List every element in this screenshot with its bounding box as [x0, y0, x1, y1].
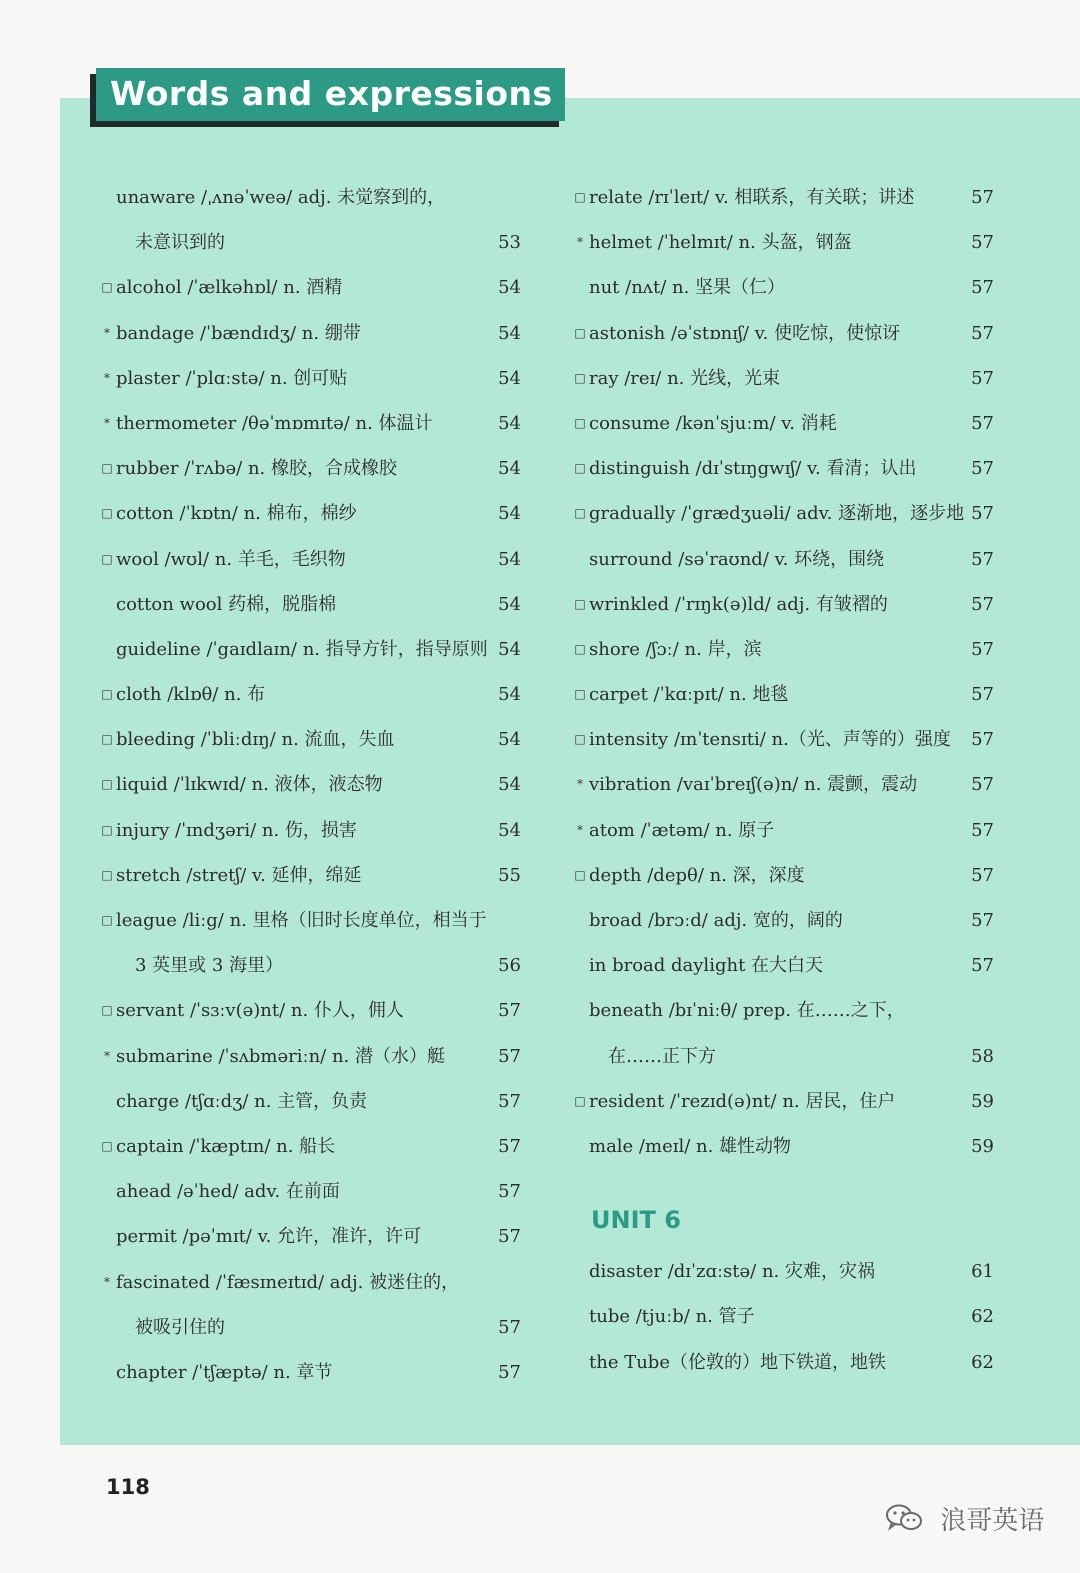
entry-page-number: 57 — [971, 638, 994, 660]
square-marker-icon: □ — [574, 461, 586, 476]
asterisk-marker-icon: * — [577, 777, 583, 792]
entry-page-number: 61 — [971, 1261, 994, 1283]
entry-page-number: 57 — [971, 593, 994, 615]
entry-page-number: 62 — [971, 1351, 994, 1373]
entry-text: fascinated /ˈfæsɪneɪtɪd/ adj. 被迷住的， — [116, 1271, 460, 1293]
entry-text: liquid /ˈlɪkwɪd/ n. 液体，液态物 — [116, 774, 383, 796]
entry-page-number: 54 — [498, 819, 521, 841]
vocab-entry — [100, 627, 525, 672]
entry-text: stretch /stretʃ/ v. 延伸，绵延 — [116, 864, 362, 886]
entry-text: relate /rɪˈleɪt/ v. 相联系，有关联；讲述 — [589, 187, 915, 208]
entry-page-number: 57 — [498, 1361, 521, 1383]
entry-page-number: 57 — [498, 1226, 521, 1248]
entry-continuation — [573, 1034, 998, 1079]
entry-text: 被吸引住的 — [135, 1316, 225, 1338]
vocab-entry — [573, 311, 998, 356]
square-marker-icon: □ — [101, 506, 113, 521]
vocab-entry — [100, 1350, 525, 1395]
entry-text: league /liːg/ n. 里格（旧时长度单位，相当于 — [116, 910, 487, 931]
entry-page-number: 59 — [971, 1090, 994, 1112]
vocab-entry — [100, 537, 525, 582]
entry-page-number: 57 — [971, 548, 994, 570]
vocab-entry — [573, 1124, 998, 1169]
entry-text: helmet /ˈhelmɪt/ n. 头盔，钢盔 — [589, 232, 852, 254]
square-marker-icon: □ — [574, 190, 586, 204]
entry-page-number: 54 — [498, 684, 521, 706]
square-marker-icon: □ — [101, 867, 113, 882]
left-column — [100, 175, 525, 1395]
entry-page-number: 58 — [971, 1045, 994, 1067]
vocab-entry — [100, 491, 525, 536]
square-marker-icon: □ — [101, 687, 113, 702]
entry-text: unaware /ˌʌnəˈweə/ adj. 未觉察到的， — [116, 187, 446, 208]
vocab-entry — [100, 356, 525, 401]
square-marker-icon: □ — [101, 1003, 113, 1018]
entry-page-number: 54 — [498, 548, 521, 570]
vocab-entry — [100, 265, 525, 310]
vocab-entry — [573, 898, 998, 943]
vocab-entry — [100, 1124, 525, 1169]
entry-text: plaster /ˈplɑːstə/ n. 创可贴 — [116, 367, 348, 389]
vocab-entry — [100, 1169, 525, 1214]
vocab-entry — [100, 853, 525, 898]
entry-page-number: 55 — [498, 864, 521, 886]
square-marker-icon: □ — [574, 867, 586, 882]
entry-text: depth /depθ/ n. 深，深度 — [589, 864, 805, 886]
entry-continuation — [100, 943, 525, 988]
asterisk-marker-icon: * — [577, 235, 583, 250]
vocab-entry — [100, 401, 525, 446]
entry-page-number: 57 — [971, 955, 994, 977]
entry-text: cloth /klɒθ/ n. 布 — [116, 684, 266, 706]
vocab-entry — [100, 1214, 525, 1259]
vocab-entry — [100, 717, 525, 762]
entry-page-number: 62 — [971, 1306, 994, 1328]
entry-page-number: 54 — [498, 503, 521, 525]
entry-continuation — [100, 1305, 525, 1350]
vocab-entry — [573, 582, 998, 627]
vocab-entry — [573, 491, 998, 536]
entry-page-number: 57 — [498, 1090, 521, 1112]
entry-text: beneath /bɪˈniːθ/ prep. 在……之下， — [589, 1000, 905, 1022]
wechat-logo-icon — [884, 1503, 924, 1540]
entry-page-number: 54 — [498, 729, 521, 751]
vocab-entry — [100, 672, 525, 717]
vocab-entry — [573, 401, 998, 446]
entry-page-number: 57 — [498, 1316, 521, 1338]
entry-page-number: 57 — [971, 729, 994, 751]
square-marker-icon: □ — [101, 551, 113, 566]
vocab-entry — [100, 988, 525, 1033]
entry-page-number: 57 — [971, 232, 994, 254]
square-marker-icon: □ — [574, 1093, 586, 1108]
entry-page-number: 54 — [498, 277, 521, 299]
vocab-entry — [100, 582, 525, 627]
entry-text: rubber /ˈrʌbə/ n. 橡胶，合成橡胶 — [116, 458, 398, 480]
entry-page-number: 57 — [971, 910, 994, 931]
vocab-entry — [573, 1294, 998, 1339]
vocab-entry — [100, 1260, 525, 1305]
entry-text: resident /ˈrezɪd(ə)nt/ n. 居民，住户 — [589, 1090, 896, 1112]
entry-text: wool /wʊl/ n. 羊毛，毛织物 — [116, 548, 346, 570]
asterisk-marker-icon: * — [104, 1048, 110, 1063]
square-marker-icon: □ — [574, 687, 586, 702]
entry-page-number: 54 — [498, 774, 521, 796]
unit-spacer — [573, 1169, 998, 1191]
vocab-entry — [100, 311, 525, 356]
entry-text: tube /tjuːb/ n. 管子 — [589, 1306, 755, 1328]
vocab-entry — [573, 988, 998, 1033]
vocab-entry — [100, 808, 525, 853]
entry-text: servant /ˈsɜːv(ə)nt/ n. 仆人，佣人 — [116, 1000, 404, 1022]
entry-text: wrinkled /ˈrɪŋk(ə)ld/ adj. 有皱褶的 — [589, 593, 888, 615]
entry-text: injury /ˈɪndʒəri/ n. 伤，损害 — [116, 819, 357, 841]
entry-text: cotton /ˈkɒtn/ n. 棉布，棉纱 — [116, 503, 357, 525]
vocab-entry — [573, 762, 998, 807]
entry-page-number: 57 — [971, 187, 994, 208]
entry-text: in broad daylight 在大白天 — [589, 955, 824, 977]
entry-text: captain /ˈkæptɪn/ n. 船长 — [116, 1135, 336, 1157]
entry-page-number: 57 — [498, 1000, 521, 1022]
square-marker-icon: □ — [574, 370, 586, 385]
vocab-entry — [573, 672, 998, 717]
entry-text: astonish /əˈstɒnɪʃ/ v. 使吃惊，使惊讶 — [589, 322, 901, 344]
vocab-entry — [573, 175, 998, 220]
vocab-entry — [100, 1079, 525, 1124]
entry-page-number: 57 — [971, 322, 994, 344]
entry-text: submarine /ˈsʌbməriːn/ n. 潜（水）艇 — [116, 1045, 445, 1067]
entry-text: 在……正下方 — [608, 1045, 716, 1067]
vocab-entry — [100, 446, 525, 491]
watermark — [884, 1500, 1044, 1540]
square-marker-icon: □ — [574, 415, 586, 430]
vocab-entry — [573, 717, 998, 762]
square-marker-icon: □ — [101, 280, 113, 295]
entry-page-number: 54 — [498, 593, 521, 615]
square-marker-icon: □ — [101, 1138, 113, 1153]
vocab-entry — [100, 898, 525, 943]
entry-text: ahead /əˈhed/ adv. 在前面 — [116, 1181, 340, 1203]
vocab-entry — [573, 537, 998, 582]
square-marker-icon: □ — [574, 506, 586, 521]
section-title: Words and expressions — [96, 68, 565, 121]
vocab-entry — [573, 1079, 998, 1124]
square-marker-icon: □ — [101, 822, 113, 837]
vocab-entry — [573, 1340, 998, 1385]
entry-text: nut /nʌt/ n. 坚果（仁） — [589, 277, 786, 299]
entry-page-number: 56 — [498, 955, 521, 977]
entry-page-number: 57 — [971, 412, 994, 434]
vocab-entry — [573, 853, 998, 898]
right-column — [573, 175, 998, 1385]
entry-page-number: 57 — [498, 1181, 521, 1203]
entry-page-number: 54 — [498, 412, 521, 434]
entry-text: alcohol /ˈælkəhɒl/ n. 酒精 — [116, 277, 343, 299]
entry-page-number: 57 — [498, 1045, 521, 1067]
asterisk-marker-icon: * — [104, 1274, 110, 1289]
vocab-entry — [573, 943, 998, 988]
entry-text: bleeding /ˈbliːdɪŋ/ n. 流血，失血 — [116, 729, 395, 751]
entry-page-number: 53 — [498, 232, 521, 254]
entry-text: cotton wool 药棉，脱脂棉 — [116, 593, 337, 615]
entry-text: ray /reɪ/ n. 光线，光束 — [589, 367, 781, 389]
square-marker-icon: □ — [574, 641, 586, 656]
unit-6-heading: UNIT 6 — [591, 1206, 681, 1235]
entry-page-number: 54 — [498, 638, 521, 660]
entry-page-number: 54 — [498, 367, 521, 389]
entry-page-number: 54 — [498, 322, 521, 344]
entry-text: 未意识到的 — [135, 232, 225, 254]
entry-page-number: 54 — [498, 458, 521, 480]
entry-text: chapter /ˈtʃæptə/ n. 章节 — [116, 1361, 333, 1383]
entry-text: intensity /ɪnˈtensɪti/ n.（光、声等的）强度 — [589, 729, 951, 751]
vocab-entry — [573, 627, 998, 672]
entry-page-number: 57 — [971, 367, 994, 389]
entry-text: broad /brɔːd/ adj. 宽的，阔的 — [589, 910, 843, 931]
asterisk-marker-icon: * — [104, 325, 110, 340]
entry-text: consume /kənˈsjuːm/ v. 消耗 — [589, 412, 837, 434]
asterisk-marker-icon: * — [577, 822, 583, 837]
entry-text: distinguish /dɪˈstɪŋgwɪʃ/ v. 看清；认出 — [589, 458, 917, 480]
entry-text: disaster /dɪˈzɑːstə/ n. 灾难，灾祸 — [589, 1261, 876, 1283]
entry-continuation — [100, 220, 525, 265]
entry-text: bandage /ˈbændɪdʒ/ n. 绷带 — [116, 322, 361, 344]
entry-page-number: 57 — [971, 277, 994, 299]
vocab-entry — [573, 356, 998, 401]
entry-text: the Tube（伦敦的）地下铁道，地铁 — [589, 1351, 886, 1373]
entry-page-number: 57 — [971, 503, 994, 525]
entry-text: thermometer /θəˈmɒmɪtə/ n. 体温计 — [116, 412, 433, 434]
square-marker-icon: □ — [574, 596, 586, 611]
page-number: 118 — [106, 1475, 150, 1499]
square-marker-icon: □ — [101, 732, 113, 747]
entry-page-number: 57 — [971, 774, 994, 796]
entry-page-number: 57 — [971, 819, 994, 841]
entry-text: vibration /vaɪˈbreɪʃ(ə)n/ n. 震颤，震动 — [589, 774, 918, 796]
entry-text: charge /tʃɑːdʒ/ n. 主管，负责 — [116, 1090, 368, 1112]
vocab-entry — [573, 265, 998, 310]
entry-text: surround /səˈraʊnd/ v. 环绕，围绕 — [589, 548, 885, 570]
entry-text: guideline /ˈgaɪdlaɪn/ n. 指导方针，指导原则 — [116, 638, 488, 660]
asterisk-marker-icon: * — [104, 370, 110, 385]
entry-text: 3 英里或 3 海里） — [135, 955, 284, 977]
vocab-entry — [100, 175, 525, 220]
entry-text: gradually /ˈgrædʒuəli/ adv. 逐渐地，逐步地 — [589, 503, 965, 525]
entry-text: carpet /ˈkɑːpɪt/ n. 地毯 — [589, 684, 789, 706]
square-marker-icon: □ — [574, 732, 586, 747]
vocab-entry — [573, 1249, 998, 1294]
vocab-entry — [573, 220, 998, 265]
entry-text: shore /ʃɔː/ n. 岸，滨 — [589, 638, 762, 660]
square-marker-icon: □ — [101, 461, 113, 476]
entry-page-number: 59 — [971, 1135, 994, 1157]
vocab-entry — [100, 1034, 525, 1079]
entry-text: permit /pəˈmɪt/ v. 允许，准许，许可 — [116, 1226, 422, 1248]
watermark-text: 浪哥英语 — [940, 1506, 1045, 1536]
asterisk-marker-icon: * — [104, 415, 110, 430]
square-marker-icon: □ — [574, 325, 586, 340]
entry-page-number: 57 — [971, 684, 994, 706]
entry-page-number: 57 — [971, 864, 994, 886]
entry-text: atom /ˈætəm/ n. 原子 — [589, 819, 775, 841]
entry-page-number: 57 — [498, 1135, 521, 1157]
square-marker-icon: □ — [101, 777, 113, 792]
entry-text: male /meɪl/ n. 雄性动物 — [589, 1135, 792, 1157]
square-marker-icon: □ — [101, 913, 113, 927]
entry-page-number: 57 — [971, 458, 994, 480]
vocab-entry — [100, 762, 525, 807]
vocab-entry — [573, 446, 998, 491]
vocab-entry — [573, 808, 998, 853]
